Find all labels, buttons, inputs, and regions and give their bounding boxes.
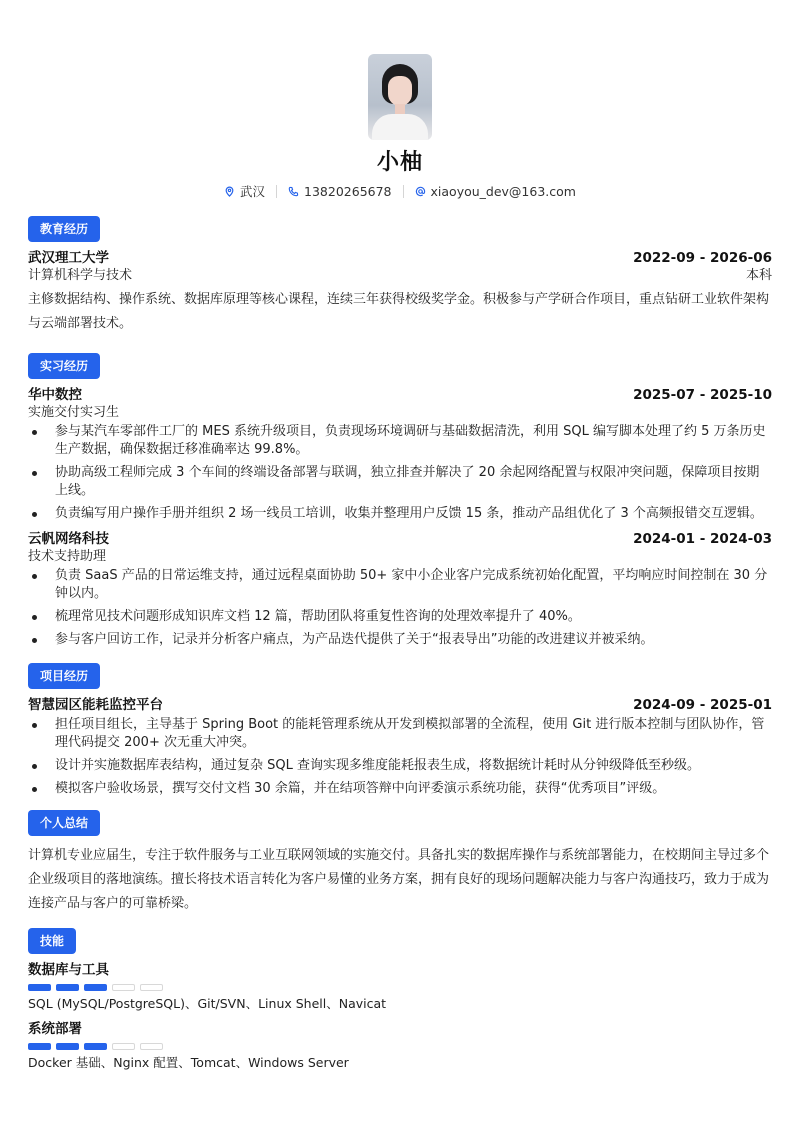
education-entry-sub [28,267,772,284]
project-section [28,663,772,798]
skill-level-segment-filled [28,1043,51,1050]
skill-name: 系统部署 [28,1021,82,1037]
at-sign-icon [415,186,426,197]
internship-dates: 2025-07 - 2025-10 [633,387,772,403]
skill-level-segment-filled [56,1043,79,1050]
bullet-item: 参与客户回访工作，记录并分析客户痛点，为产品迭代提供了关于“报表导出”功能的改进建议并被采纳。 [28,631,772,649]
internship-section [28,353,772,649]
skill-level-segment-filled [28,984,51,991]
bullet-list [28,567,772,649]
skill-level-segment-empty [112,984,135,991]
skill-name: 数据库与工具 [28,962,109,978]
bullet-item: 设计并实施数据库表结构，通过复杂 SQL 查询实现多维度能耗报表生成，将数据统计耗时从分钟级降低至秒级。 [28,757,772,775]
skill-level-segment-filled [84,984,107,991]
role: 技术支持助理 [28,549,107,564]
skill-level-segment-empty [140,1043,163,1050]
bullet-item: 负责 SaaS 产品的日常运维支持，通过远程桌面协助 50+ 家中小企业客户完成系统初始化配置，平均响应时间控制在 30 分钟以内。 [28,567,772,603]
photo-face-shape [388,76,412,106]
section-badge-education: 教育经历 [28,216,100,242]
internship-entry-head [28,386,772,404]
phone-text[interactable]: 13820265678 [304,183,392,199]
project-dates: 2024-09 - 2025-01 [633,697,772,713]
bullet-list [28,716,772,798]
project-entry-head [28,696,772,714]
major: 计算机科学与技术 [28,268,133,283]
section-badge-skills: 技能 [28,928,76,954]
degree: 本科 [745,268,772,283]
skill-description: Docker 基础、Nginx 配置、Tomcat、Windows Server [28,1055,349,1070]
contact-line [28,182,772,200]
skill-level-segment-empty [140,984,163,991]
section-badge-projects: 项目经历 [28,663,100,689]
skill-level-segment-filled [56,984,79,991]
phone-icon [288,186,299,197]
education-description: 主修数据结构、操作系统、数据库原理等核心课程，连续三年获得校级奖学金。积极参与产学研合作项目，重点钻研工业软件架构与云端部署技术。 [28,292,770,331]
bullet-item: 参与某汽车零部件工厂的 MES 系统升级项目，负责现场环境调研与基础数据清洗，利用 SQL 编写脚本处理了约 5 万条历史生产数据，确保数据迁移准确率达 99.8%。 [28,423,772,459]
location-pin-icon [224,186,235,197]
internship-dates: 2024-01 - 2024-03 [633,531,772,547]
internship-entry [28,386,772,523]
skill-level-meter [28,1043,772,1050]
resume-header [28,0,772,200]
contact-divider [403,185,404,198]
contact-phone [288,184,391,199]
contact-email [415,184,576,199]
skill-entry [28,1020,772,1072]
bullet-list [28,423,772,523]
internship-entry-head [28,530,772,548]
bullet-item: 梳理常见技术问题形成知识库文档 12 篇，帮助团队将重复性咨询的处理效率提升了 40%。 [28,608,772,626]
profile-photo [368,54,432,140]
internship-entry [28,530,772,649]
skill-entry [28,961,772,1013]
bullet-item: 模拟客户验收场景，撰写交付文档 30 余篇，并在结项答辩中向评委演示系统功能，获得“优秀项目”评级。 [28,780,772,798]
skill-level-meter [28,984,772,991]
school-name: 武汉理工大学 [28,250,109,266]
skill-description: SQL (MySQL/PostgreSQL)、Git/SVN、Linux Shell、Navicat [28,996,387,1011]
candidate-name: 小柚 [376,150,423,175]
project-name: 智慧园区能耗监控平台 [28,697,163,713]
bullet-item: 协助高级工程师完成 3 个车间的终端设备部署与联调，独立排查并解决了 20 余起网络配置与权限冲突问题，保障项目按期上线。 [28,464,772,500]
skill-level-segment-filled [84,1043,107,1050]
education-dates: 2022-09 - 2026-06 [633,250,772,266]
skills-section [28,928,772,1072]
contact-location [224,182,265,200]
education-section [28,216,772,336]
project-entry [28,696,772,798]
bullet-item: 担任项目组长，主导基于 Spring Boot 的能耗管理系统从开发到模拟部署的全流程，使用 Git 进行版本控制与团队协作，管理代码提交 200+ 次无重大冲突。 [28,716,772,752]
summary-text: 计算机专业应届生，专注于软件服务与工业互联网领域的实施交付。具备扎实的数据库操作与系统部署能力，在校期间主导过多个企业级项目的落地演练。擅长将技术语言转化为客户易懂的业务方案，拥有良好的现场问题解决能力与客户沟通技巧，致力于成为连接产品与客户的可靠桥梁。 [28,848,770,911]
photo-suit-shape [372,114,428,140]
role: 实施交付实习生 [28,405,120,420]
bullet-item: 负责编写用户操作手册并组织 2 场一线员工培训，收集并整理用户反馈 15 条，推动产品组优化了 3 个高频报错交互逻辑。 [28,505,772,523]
internship-role-line [28,404,772,421]
internship-role-line [28,548,772,565]
location-text: 武汉 [240,184,266,199]
section-badge-summary: 个人总结 [28,810,100,836]
section-badge-internship: 实习经历 [28,353,100,379]
company-name: 华中数控 [28,387,82,403]
company-name: 云帆网络科技 [28,531,109,547]
email-text[interactable]: xiaoyou_dev@163.com [430,183,576,199]
summary-section [28,810,772,916]
education-entry-head [28,249,772,267]
skill-level-segment-empty [112,1043,135,1050]
contact-divider [276,185,277,198]
